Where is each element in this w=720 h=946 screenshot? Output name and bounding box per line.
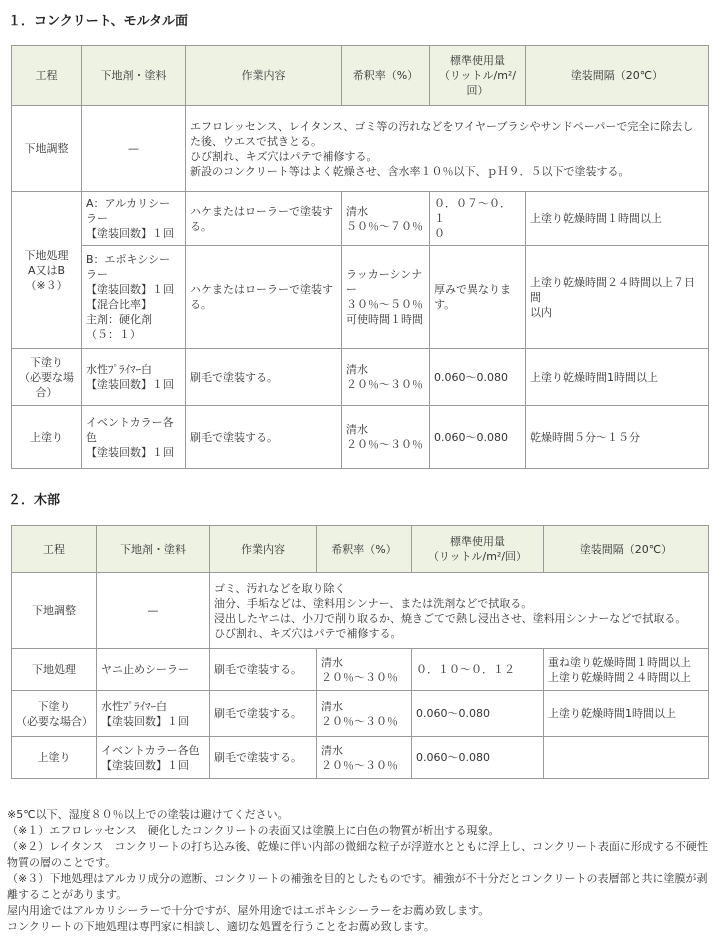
table-row	[12, 246, 709, 349]
table-row	[12, 691, 709, 737]
process-cell: 下塗り （必要な場 合）	[12, 349, 82, 406]
interval-cell	[544, 737, 709, 779]
process-cell: 上塗り	[12, 737, 97, 779]
table-row	[12, 106, 709, 192]
process-cell: 下塗り （必要な場合）	[12, 691, 97, 737]
usage-cell: 0.060～0.080	[412, 691, 544, 737]
header-dilution: 希釈率（%）	[342, 46, 430, 106]
material-cell: —	[97, 573, 210, 649]
header-work: 作業内容	[210, 526, 317, 573]
note-line: （※３）下地処理はアルカリ成分の遮断、コンクリートの補強を目的としたものです。補強が不十分だとコンクリートの表層部と共に塗膜が剥離することがあります。	[7, 872, 708, 901]
dilution-cell: 清水 ２０％～３０％	[342, 349, 430, 406]
usage-cell: 0.060～0.080	[412, 737, 544, 779]
note-line: ※5℃以下、湿度８０％以上での塗装は避けてください。	[7, 808, 289, 821]
dilution-cell: 清水 ２０％～３０％	[317, 691, 412, 737]
header-dilution: 希釈率（%）	[317, 526, 412, 573]
header-material: 下地剤・塗料	[82, 46, 186, 106]
table-row	[12, 406, 709, 469]
section1-table	[11, 45, 709, 469]
material-cell: A：アルカリシー ラー 【塗装回数】１回	[82, 192, 186, 246]
work-cell: 刷毛で塗装する。	[186, 349, 342, 406]
header-usage: 標準使用量 （リットル/m²/回）	[412, 526, 544, 573]
usage-cell: 0.060～0.080	[430, 406, 526, 469]
dilution-cell: 清水 ２０％～３０％	[342, 406, 430, 469]
dilution-cell: 清水 ２０％～３０％	[317, 737, 412, 779]
process-cell: 下地処理 A又はB （※３）	[12, 192, 82, 349]
material-cell: 水性ﾌﾟﾗｲﾏｰ白 【塗装回数】１回	[97, 691, 210, 737]
usage-cell: 0.060～0.080	[430, 349, 526, 406]
work-cell: 刷毛で塗装する。	[210, 691, 317, 737]
material-cell: —	[82, 106, 186, 192]
work-cell: ゴミ、汚れなどを取り除く 油分、手垢などは、塗料用シンナー、または洗剤などで拭取る。 浸出したヤニは、小刀で削り取るか、焼きごてで熱し浸出させ、塗料用シンナーなどで拭取る。 ひび割れ、キズ穴はパテで補修する。	[210, 573, 709, 649]
section2-heading: ２．木部	[8, 493, 61, 508]
material-cell: B：エポキシシー ラー 【塗装回数】１回 【混合比率】 主剤：硬化剤 （５：１）	[82, 246, 186, 349]
dilution-cell: ラッカーシンナ ー ３０％～５０％ 可使時間１時間	[342, 246, 430, 349]
header-interval: 塗装間隔（20℃）	[526, 46, 709, 106]
material-cell: ヤニ止めシーラー	[97, 649, 210, 691]
material-cell: 水性ﾌﾟﾗｲﾏｰ白 【塗装回数】１回	[82, 349, 186, 406]
note-line: コンクリートの下地処理は専門家に相談し、適切な処置を行うことをお薦め致します。	[7, 920, 435, 933]
interval-cell: 上塗り乾燥時間1時間以上	[544, 691, 709, 737]
note-line: （※１）エフロレッセンス 硬化したコンクリートの表面又は塗膜上に白色の物質が析出する現象。	[7, 824, 500, 837]
notes	[7, 807, 715, 935]
dilution-cell: 清水 ５０％～７０％	[342, 192, 430, 246]
interval-cell: 上塗り乾燥時間２４時間以上７日間 以内	[526, 246, 709, 349]
interval-cell: 上塗り乾燥時間１時間以上	[526, 192, 709, 246]
process-cell: 下地調整	[12, 106, 82, 192]
header-material: 下地剤・塗料	[97, 526, 210, 573]
table-row	[12, 737, 709, 779]
process-cell: 上塗り	[12, 406, 82, 469]
header-usage: 標準使用量 （リットル/m²/ 回）	[430, 46, 526, 106]
note-line: （※２）レイタンス コンクリートの打ち込み後、乾燥に伴い内部の微細な粒子が浮遊水とともに浮上し、コンクリート表面に形成する不硬性物質の層のことです。	[7, 840, 708, 869]
work-cell: エフロレッセンス、レイタンス、ゴミ等の汚れなどをワイヤーブラシやサンドペーパーで完全に除去した後、ウエスで拭きとる。 ひび割れ、キズ穴はパテで補修する。 新設のコンクリート等はよく乾燥させ、含水率１０％以下、ｐＨ９．５以下で塗装する。	[186, 106, 709, 192]
material-cell: イベントカラー各 色 【塗装回数】１回	[82, 406, 186, 469]
usage-cell: ０．０７～０．１ ０	[430, 192, 526, 246]
work-cell: 刷毛で塗装する。	[210, 649, 317, 691]
table-row	[12, 573, 709, 649]
header-work: 作業内容	[186, 46, 342, 106]
interval-cell: 重ね塗り乾燥時間１時間以上 上塗り乾燥時間２４時間以上	[544, 649, 709, 691]
process-cell: 下地調整	[12, 573, 97, 649]
usage-cell: 厚みで異なりま す。	[430, 246, 526, 349]
work-cell: ハケまたはローラーで塗装す る。	[186, 246, 342, 349]
section2-table	[11, 525, 709, 779]
note-line: 屋内用途ではアルカリシーラーで十分ですが、屋外用途ではエポキシシーラーをお薦め致します。	[7, 904, 490, 917]
header-process: 工程	[12, 526, 97, 573]
table-row	[12, 349, 709, 406]
usage-cell: ０．１０～０．１２	[412, 649, 544, 691]
table-row	[12, 649, 709, 691]
interval-cell: 上塗り乾燥時間1時間以上	[526, 349, 709, 406]
material-cell: イベントカラー各色 【塗装回数】１回	[97, 737, 210, 779]
section1-heading: １．コンクリート、モルタル面	[8, 14, 189, 29]
header-process: 工程	[12, 46, 82, 106]
interval-cell: 乾燥時間５分～１５分	[526, 406, 709, 469]
dilution-cell: 清水 ２０％～３０％	[317, 649, 412, 691]
header-row	[12, 526, 709, 573]
work-cell: ハケまたはローラーで塗装す る。	[186, 192, 342, 246]
work-cell: 刷毛で塗装する。	[210, 737, 317, 779]
table-row	[12, 192, 709, 246]
header-row	[12, 46, 709, 106]
header-interval: 塗装間隔（20℃）	[544, 526, 709, 573]
work-cell: 刷毛で塗装する。	[186, 406, 342, 469]
process-cell: 下地処理	[12, 649, 97, 691]
